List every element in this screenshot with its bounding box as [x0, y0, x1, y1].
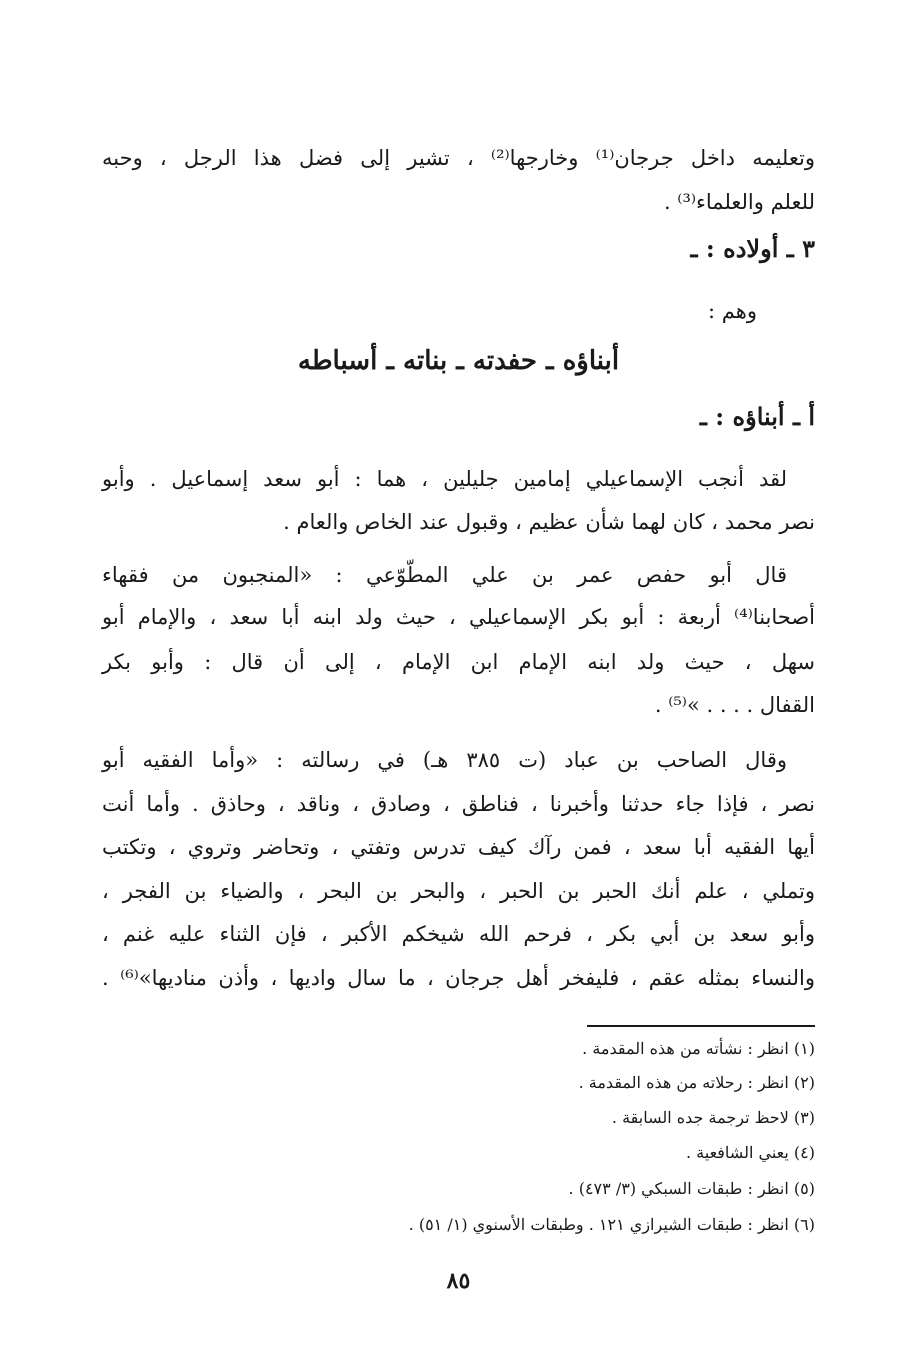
section-subtitle: أبناؤه ـ حفدته ـ بناته ـ أسباطه [297, 346, 620, 376]
para2-line-2: أصحابنا⁽⁴⁾ أربعة : أبو بكر الإسماعيلي ، حيث ولد ابنه أبا سعد ، والإمام أبو [102, 605, 815, 629]
para1-line-1: لقد أنجب الإسماعيلي إمامين جليلين ، هما : أبو سعد إسماعيل . وأبو [102, 467, 787, 491]
section-intro-text: وهم : [708, 299, 757, 323]
section-heading-children: ٣ ـ أولاده : ـ [690, 234, 815, 263]
footnote-3: (٣) لاحظ ترجمة جده السابقة . [611, 1108, 815, 1127]
para2-line-3: سهل ، حيث ولد ابنه الإمام ابن الإمام ، إلى أن قال : وأبو بكر [102, 650, 815, 674]
para2-line-4: القفال . . . . »⁽⁵⁾ . [654, 693, 815, 717]
footnote-1: (١) انظر : نشأته من هذه المقدمة . [582, 1039, 815, 1058]
para3-line-6: والنساء بمثله عقم ، فليفخر أهل جرجان ، ما سال واديها ، وأذن مناديها»⁽⁶⁾ . [102, 966, 815, 990]
footnote-6: (٦) انظر : طبقات الشيرازي ١٢١ . وطبقات الأسنوي (١/ ٥١) . [408, 1215, 815, 1234]
para3-line-2: نصر ، فإذا جاء حدثنا وأخبرنا ، فناطق ، وصادق ، وناقد ، وحاذق . وأما أنت [102, 792, 815, 816]
para3-line-3: أيها الفقيه أبا سعد ، فمن رآك كيف تدرس وتفتي ، وتحاضر وتروي ، وتكتب [102, 835, 815, 859]
footnote-4: (٤) يعني الشافعية . [685, 1143, 815, 1162]
para3-line-5: وأبو سعد بن أبي بكر ، فرحم الله شيخكم الأكبر ، فإن الثناء عليه غنم ، [102, 922, 815, 946]
footnote-separator [587, 1025, 815, 1027]
para1-line-2: نصر محمد ، كان لهما شأن عظيم ، وقبول عند الخاص والعام . [283, 510, 815, 534]
para3-line-1: وقال الصاحب بن عباد (ت ٣٨٥ هـ) في رسالته : «وأما الفقيه أبو [102, 748, 787, 772]
para2-line-1: قال أبو حفص عمر بن علي المطّوّعي : «المنجبون من فقهاء [102, 563, 787, 587]
page-number: ٨٥ [446, 1268, 471, 1294]
intro-line-1: وتعليمه داخل جرجان⁽¹⁾ وخارجها⁽²⁾ ، تشير إلى فضل هذا الرجل ، وحبه [102, 146, 815, 170]
footnote-2: (٢) انظر : رحلاته من هذه المقدمة . [578, 1073, 815, 1092]
intro-line-2: للعلم والعلماء⁽³⁾ . [663, 190, 815, 214]
subsection-heading-sons: أ ـ أبناؤه : ـ [699, 402, 815, 431]
footnote-5: (٥) انظر : طبقات السبكي (٣/ ٤٧٣) . [568, 1179, 815, 1198]
para3-line-4: وتملي ، علم أنك الحبر بن الحبر ، والبحر بن البحر ، والضياء بن الفجر ، [102, 879, 815, 903]
